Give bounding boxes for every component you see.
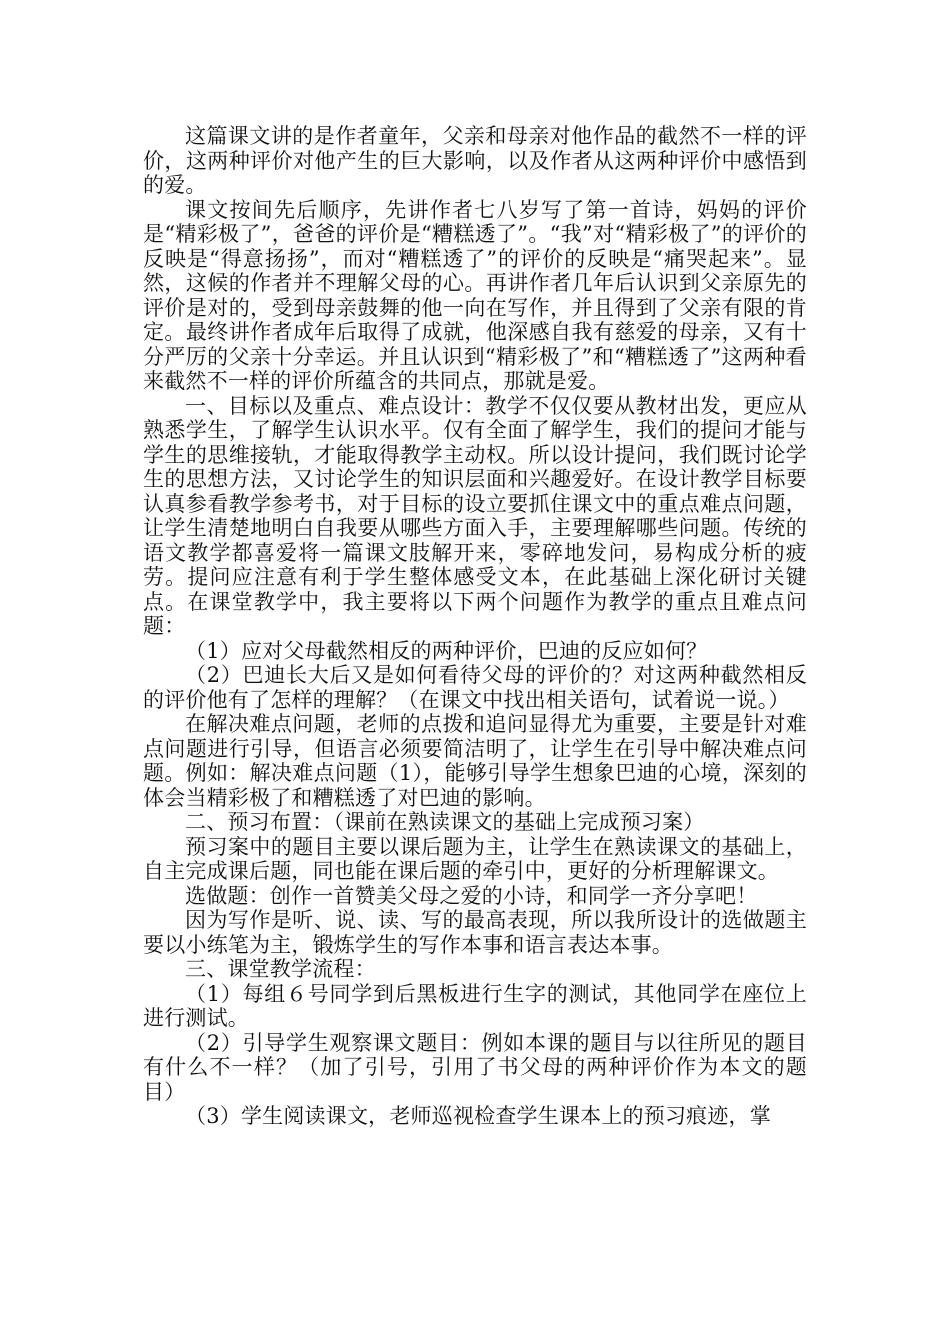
paragraph-intro: 这篇课文讲的是作者童年，父亲和母亲对他作品的截然不一样的评价，这两种评价对他产生的巨大影响，以及作者从这两种评价中感悟到的爱。 (143, 124, 807, 197)
paragraph-writing: 因为写作是听、说、读、写的最高表现，所以我所设计的选做题主要以小练笔为主，锻炼学生的写作本事和语言表达本事。 (143, 908, 807, 957)
paragraph-section-3: 三、课堂教学流程： (185, 957, 376, 981)
paragraph-summary: 课文按间先后顺序，先讲作者七八岁写了第一首诗，妈妈的评价是“精彩极了”，爸爸的评价是“糟糕透了”。“我”对“精彩极了”的评价的反映是“得意扬扬”，而对“糟糕透了”的评价的反映是“痛哭起来”。显然，这候的作者并不理解父母的心。再讲作者几年后认识到父亲原先的评价是对的，受到母亲鼓舞的他一向在写作，并且得到了父亲有限的肯定。最终讲作者成年后取得了成就，他深感自我有慈爱的母亲，又有十分严厉的父亲十分幸运。并且认识到“精彩极了”和“糟糕透了”这两种看来截然不一样的评价所蕴含的共同点，那就是爱。 (143, 197, 807, 393)
paragraph-step-2: （2）引导学生观察课文题目：例如本课的题目与以往所见的题目有什么不一样？（加了引号，引用了书父母的两种评价作为本文的题目） (143, 1030, 807, 1104)
paragraph-preview: 预习案中的题目主要以课后题为主，让学生在熟读课文的基础上，自主完成课后题，同也能在课后题的牵引中，更好的分析理解课文。 (143, 834, 807, 883)
paragraph-step-1: （1）每组６号同学到后黑板进行生字的测试，其他同学在座位上进行测试。 (143, 981, 807, 1030)
paragraph-question-2: （2）巴迪长大后又是如何看待父母的评价的？对这两种截然相反的评价他有了怎样的理解？（在课文中找出相关语句，试着说一说。） (143, 663, 807, 712)
paragraph-section-2: 二、预习布置：（课前在熟读课文的基础上完成预习案） (185, 810, 705, 834)
paragraph-question-1: （1）应对父母截然相反的两种评价，巴迪的反应如何？ (185, 638, 708, 663)
body-text (143, 124, 807, 1129)
paragraph-difficulty: 在解决难点问题，老师的点拨和追问显得尤为重要，主要是针对难点问题进行引导，但语言必须要简洁明了，让学生在引导中解决难点问题。例如：解决难点问题（1），能够引导学生想象巴迪的心境，深刻的体会当精彩极了和糟糕透了对巴迪的影响。 (143, 712, 807, 810)
paragraph-optional: 选做题：创作一首赞美父母之爱的小诗，和同学一齐分享吧！ (185, 883, 758, 908)
paragraph-section-1: 一、目标以及重点、难点设计：教学不仅仅要从教材出发，更应从熟悉学生，了解学生认识水平。仅有全面了解学生，我们的提问才能与学生的思维接轨，才能取得教学主动权。所以设计提问，我们既讨论学生的思想方法，又讨论学生的知识层面和兴趣爱好。在设计教学目标要认真参看教学参考书，对于目标的设立要抓住课文中的重点难点问题，让学生清楚地明白自我要从哪些方面入手，主要理解哪些问题。传统的语文教学都喜爱将一篇课文肢解开来，零碎地发问，易构成分析的疲劳。提问应注意有利于学生整体感受文本，在此基础上深化研讨关键点。在课堂教学中，我主要将以下两个问题作为教学的重点且难点问题： (143, 393, 807, 638)
paragraph-step-3: （3）学生阅读课文，老师巡视检查学生课本上的预习痕迹，掌 (185, 1104, 771, 1128)
